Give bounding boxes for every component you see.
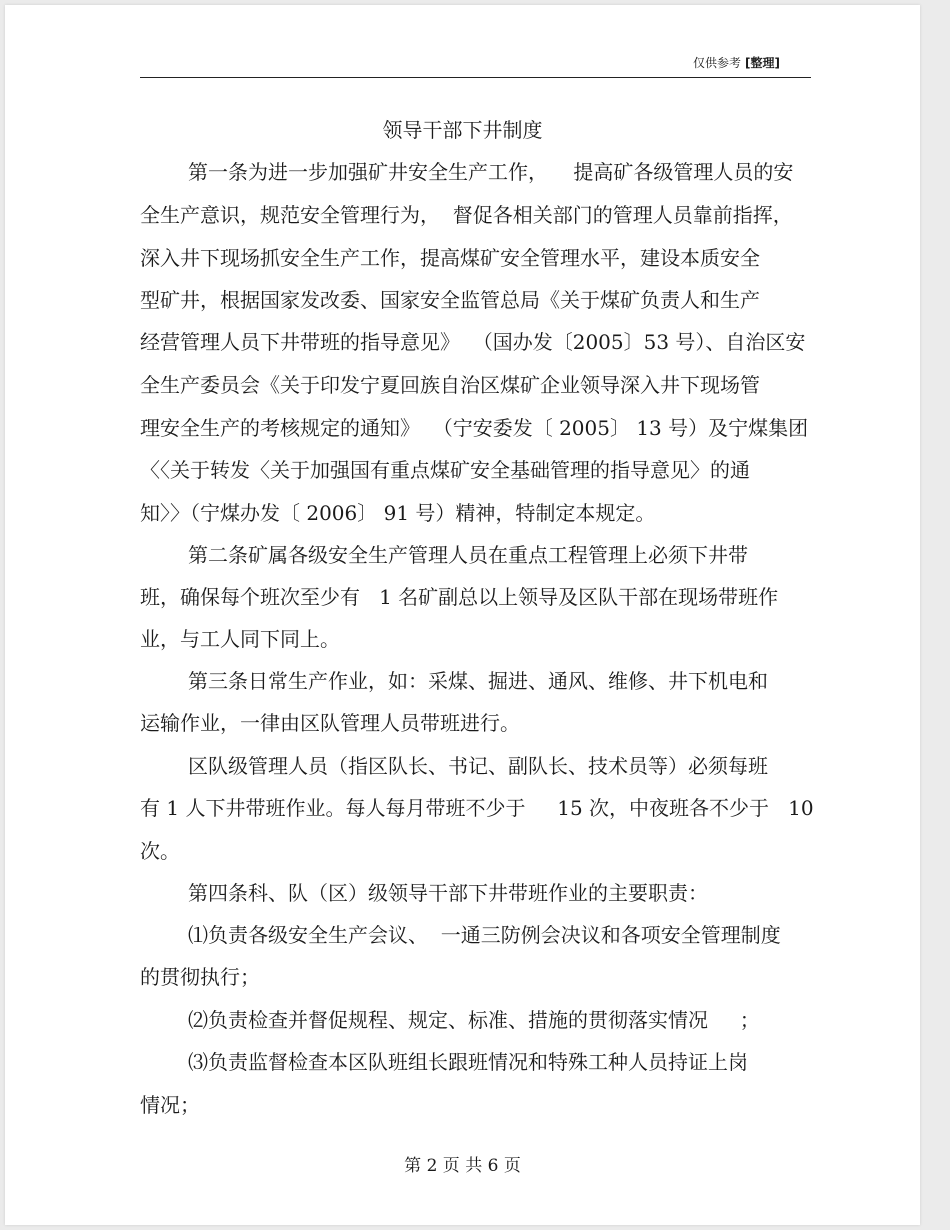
text-line: 情况；	[140, 1093, 200, 1117]
text-line: 次。	[140, 839, 180, 863]
text-line: ⑶负责监督检查本区队班组长跟班情况和特殊工种人员持证上岗	[188, 1050, 748, 1074]
text-line: 有 1 人下井带班作业。每人每月带班不少于 15 次，中夜班各不少于 10	[140, 796, 814, 820]
header-note	[693, 55, 780, 71]
text-line: 理安全生产的考核规定的通知》 （宁安委发〔 2005〕 13 号）及宁煤集团	[140, 416, 809, 440]
text-line: 全生产委员会《关于印发宁夏回族自治区煤矿企业领导深入井下现场管	[140, 373, 760, 397]
header-note-text: 仅供参考	[693, 56, 742, 70]
text-line: 第二条矿属各级安全生产管理人员在重点工程管理上必须下井带	[188, 543, 748, 567]
text-line: 全生产意识，规范安全管理行为， 督促各相关部门的管理人员靠前指挥，	[140, 203, 793, 227]
text-line: ⑵负责检查并督促规程、规定、标准、措施的贯彻落实情况 ；	[188, 1008, 760, 1032]
text-line: 〈〈关于转发〈关于加强国有重点煤矿安全基础管理的指导意见〉的通	[140, 458, 750, 482]
header-tag: [整理]	[745, 56, 780, 70]
document-page	[5, 5, 920, 1225]
text-line: 班，确保每个班次至少有 1 名矿副总以上领导及区队干部在现场带班作	[140, 585, 779, 609]
header-divider	[140, 77, 811, 78]
text-line: 运输作业，一律由区队管理人员带班进行。	[140, 711, 520, 735]
text-line: ⑴负责各级安全生产会议、 一通三防例会决议和各项安全管理制度	[188, 923, 781, 947]
text-line: 第四条科、队（区）级领导干部下井带班作业的主要职责：	[188, 881, 708, 905]
text-line: 的贯彻执行；	[140, 965, 260, 989]
text-line: 知〉〉（宁煤办发〔 2006〕 91 号）精神，特制定本规定。	[140, 501, 656, 525]
text-line: 经营管理人员下井带班的指导意见》 （国办发〔2005〕53 号）、自治区安	[140, 330, 806, 354]
text-line: 第一条为进一步加强矿井安全生产工作， 提高矿各级管理人员的安	[188, 160, 794, 184]
text-line: 型矿井，根据国家发改委、国家安全监管总局《关于煤矿负责人和生产	[140, 288, 760, 312]
text-line: 第三条日常生产作业，如：采煤、掘进、通风、维修、井下机电和	[188, 669, 768, 693]
text-line: 深入井下现场抓安全生产工作，提高煤矿安全管理水平，建设本质安全	[140, 246, 760, 270]
text-line: 区队级管理人员（指区队长、书记、副队长、技术员等）必须每班	[188, 754, 768, 778]
text-line: 业，与工人同下同上。	[140, 627, 340, 651]
page-number-footer: 第 2 页 共 6 页	[404, 1156, 521, 1176]
document-title: 领导干部下井制度	[382, 118, 543, 142]
